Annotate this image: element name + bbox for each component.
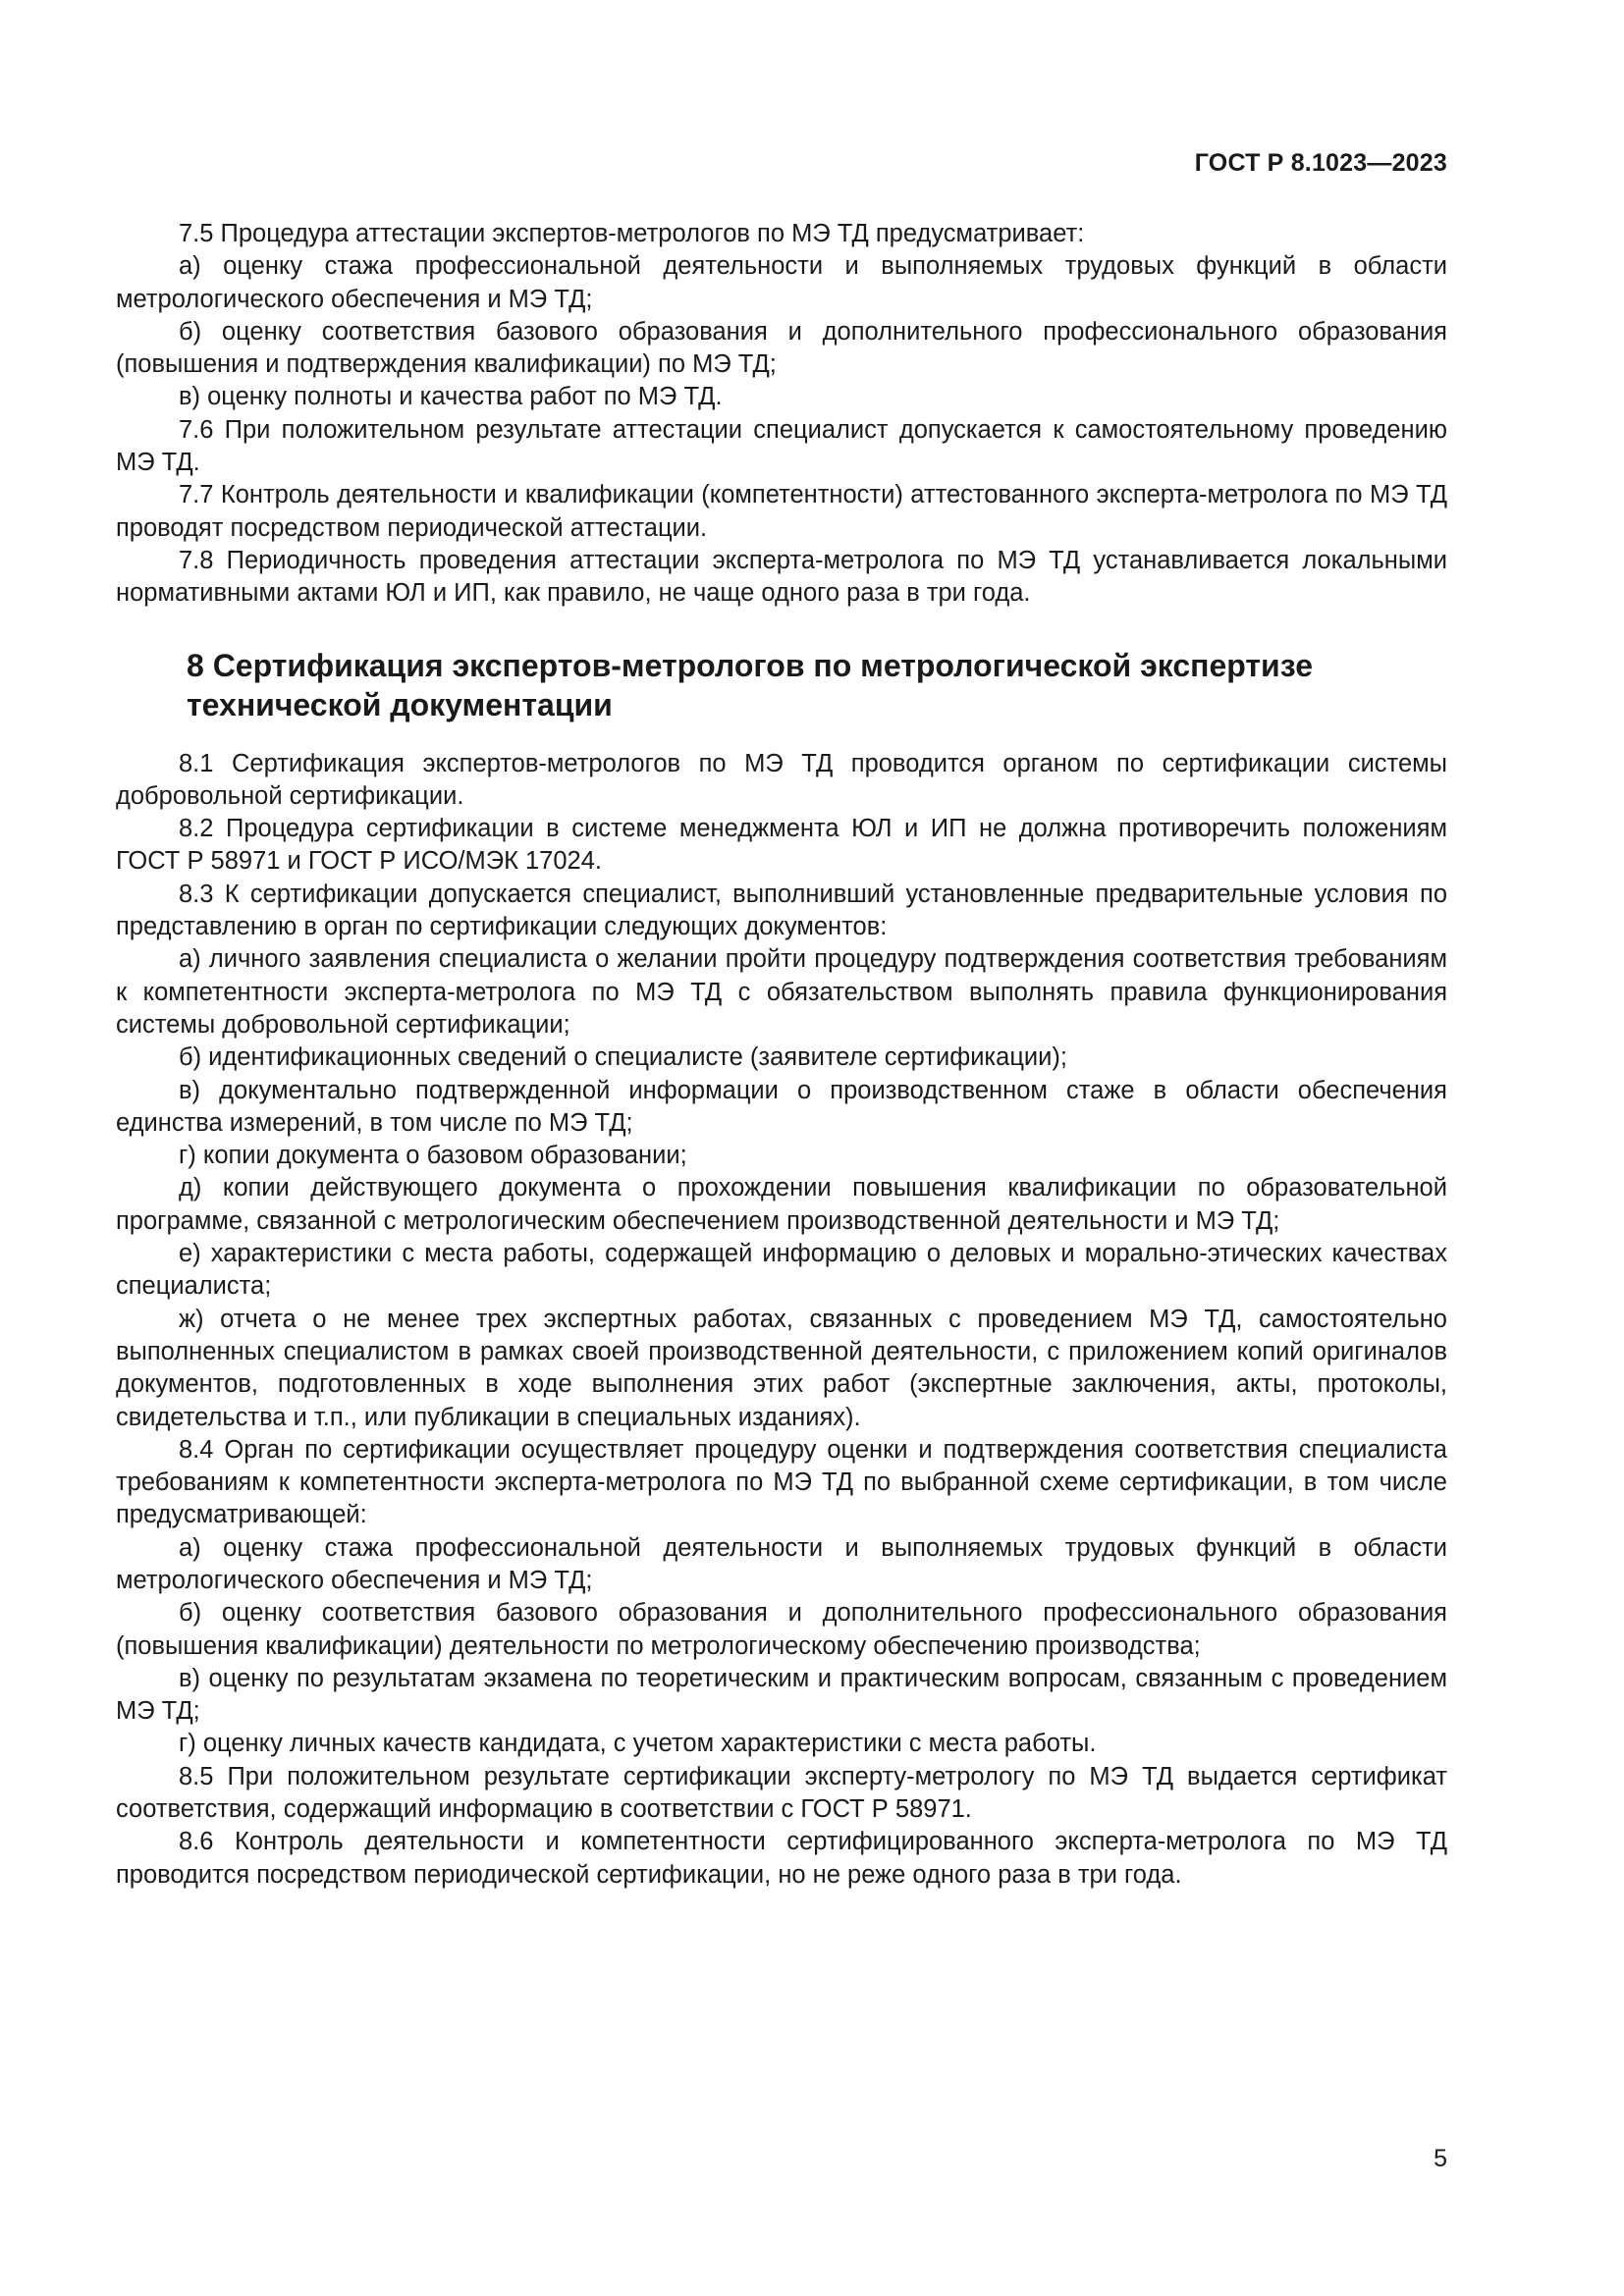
paragraph-7-8: 7.8 Периодичность проведения аттестации эксперта-метролога по МЭ ТД устанавливается локальными нормативными актами ЮЛ и ИП, как правило, не чаще одного раза в три года. bbox=[116, 546, 1447, 608]
page-body bbox=[116, 218, 1447, 1892]
paragraph-7-6: 7.6 При положительном результате аттестации специалист допускается к самостоятельному проведению МЭ ТД. bbox=[116, 415, 1447, 477]
paragraph-7-5: 7.5 Процедура аттестации экспертов-метрологов по МЭ ТД предусматривает: bbox=[179, 220, 1085, 247]
page-number: 5 bbox=[1434, 2145, 1447, 2172]
paragraph-8-1: 8.1 Сертификация экспертов-метрологов по МЭ ТД проводится органом по сертификации системы добровольной сертификации. bbox=[116, 749, 1447, 810]
paragraph-8-3-e: е) характеристики с места работы, содержащей информацию о деловых и морально-этических качествах специалиста; bbox=[116, 1240, 1447, 1301]
paragraph-8-3-b: б) идентификационных сведений о специалисте (заявителе сертификации); bbox=[179, 1043, 1068, 1072]
section-7 bbox=[116, 218, 1447, 611]
paragraph-8-4: 8.4 Орган по сертификации осуществляет процедуру оценки и подтверждения соответствия специалиста требованиям к компетентности эксперта-метролога по МЭ ТД по выбранной схеме сертификации, в том числе предусматривающей: bbox=[116, 1435, 1447, 1529]
paragraph-8-3: 8.3 К сертификации допускается специалист, выполнивший установленные предварительные условия по представлению в орган по сертификации следующих документов: bbox=[116, 880, 1447, 941]
paragraph-8-4-g: г) оценку личных качеств кандидата, с учетом характеристики с места работы. bbox=[179, 1730, 1097, 1758]
section-8-heading: 8 Сертификация экспертов-метрологов по метрологической экспертизе технической документации bbox=[187, 647, 1313, 722]
paragraph-7-7: 7.7 Контроль деятельности и квалификации (компетентности) аттестованного эксперта-метролога по МЭ ТД проводят посредством периодической аттестации. bbox=[116, 481, 1447, 542]
paragraph-8-4-v: в) оценку по результатам экзамена по теоретическим и практическим вопросам, связанным с проведением МЭ ТД; bbox=[116, 1664, 1447, 1726]
paragraph-8-2: 8.2 Процедура сертификации в системе менеджмента ЮЛ и ИП не должна противоречить положениям ГОСТ Р 58971 и ГОСТ Р ИСО/МЭК 17024. bbox=[116, 815, 1447, 876]
paragraph-8-3-zh: ж) отчета о не менее трех экспертных работах, связанных с проведением МЭ ТД, самостоятельно выполненных специалистом в рамках своей производственной деятельности, с приложением копий оригиналов документов, подготовленных в ходе выполнения этих работ (экспертные заключения, акты, протоколы, свидетельства и т.п., или публикации в специальных изданиях). bbox=[116, 1305, 1447, 1431]
paragraph-8-3-a: а) личного заявления специалиста о желании пройти процедуру подтверждения соответствия требованиям к компетентности эксперта-метролога по МЭ ТД с обязательством выполнять правила функционирования системы добровольной сертификации; bbox=[116, 945, 1447, 1039]
paragraph-7-5-a: а) оценку стажа профессиональной деятельности и выполняемых трудовых функций в области метрологического обеспечения и МЭ ТД; bbox=[116, 252, 1447, 313]
paragraph-8-4-b: б) оценку соответствия базового образования и дополнительного профессионального образования (повышения квалификации) деятельности по метрологическому обеспечению производства; bbox=[116, 1599, 1447, 1660]
paragraph-7-5-v: в) оценку полноты и качества работ по МЭ ТД. bbox=[179, 383, 723, 411]
paragraph-8-4-a: а) оценку стажа профессиональной деятельности и выполняемых трудовых функций в области метрологического обеспечения и МЭ ТД; bbox=[116, 1533, 1447, 1594]
paragraph-8-3-g: г) копии документа о базовом образовании; bbox=[179, 1142, 687, 1170]
document-code-header: ГОСТ Р 8.1023—2023 bbox=[1194, 149, 1447, 177]
paragraph-8-3-v: в) документально подтвержденной информации о производственном стаже в области обеспечения единства измерений, в том числе по МЭ ТД; bbox=[116, 1076, 1447, 1137]
section-8 bbox=[116, 646, 1447, 1892]
paragraph-8-5: 8.5 При положительном результате сертификации эксперту-метрологу по МЭ ТД выдается сертификат соответствия, содержащий информацию в соответствии с ГОСТ Р 58971. bbox=[116, 1762, 1447, 1824]
paragraph-7-5-b: б) оценку соответствия базового образования и дополнительного профессионального образования (повышения и подтверждения квалификации) по МЭ ТД; bbox=[116, 317, 1447, 379]
paragraph-8-6: 8.6 Контроль деятельности и компетентности сертифицированного эксперта-метролога по МЭ ТД проводится посредством периодической сертификации, но не реже одного раза в три года. bbox=[116, 1828, 1447, 1889]
paragraph-8-3-d: д) копии действующего документа о прохождении повышения квалификации по образовательной программе, связанной с метрологическим обеспечением производственной деятельности и МЭ ТД; bbox=[116, 1174, 1447, 1235]
